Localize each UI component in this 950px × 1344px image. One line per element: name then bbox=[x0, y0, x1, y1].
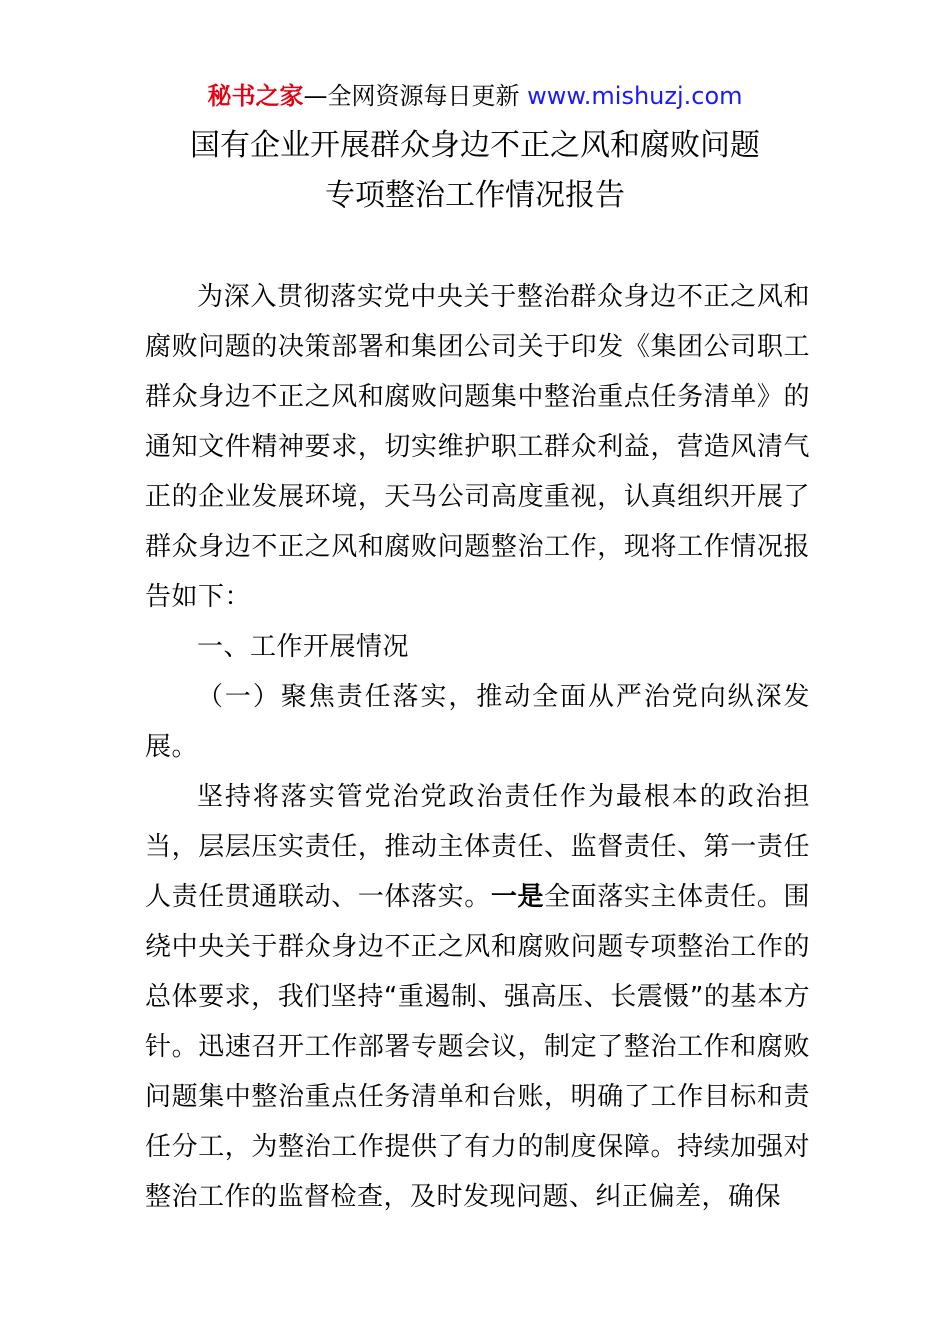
section-heading-1: 一、工作开展情况 bbox=[197, 632, 410, 662]
header-tagline: —全网资源每日更新 bbox=[303, 82, 528, 110]
emphasis-text: 一是 bbox=[490, 882, 545, 912]
header-url-link[interactable]: www.mishuzj.com bbox=[527, 82, 743, 110]
paragraph-text: 坚持将落实管党治党政治责任作为最根本的政治担当，层层压实责任，推动主体责任、监督责任、第一责任人责任贯通联动、一体落实。 bbox=[145, 782, 810, 912]
paragraph-text: 全面落实主体责任。围绕中央关于群众身边不正之风和腐败问题专项整治工作的总体要求，我们坚持“重遏制、强高压、长震慑”的基本方针。迅速召开工作部署专题会议，制定了整治工作和腐败问题集中整治重点任务清单和台账，明确了工作目标和责任分工，为整治工作提供了有力的制度保障。持续加强对整治工作的监督检查，及时发现问题、纠正偏差，确保 bbox=[145, 882, 810, 1212]
subsection-heading-1: （一）聚焦责任落实，推动全面从严治党向纵深发展。 bbox=[145, 682, 810, 762]
intro-paragraph: 为深入贯彻落实党中央关于整治群众身边不正之风和腐败问题的决策部署和集团公司关于印发《集团公司职工群众身边不正之风和腐败问题集中整治重点任务清单》的通知文件精神要求，切实维护职工群众利益，营造风清气正的企业发展环境，天马公司高度重视，认真组织开展了群众身边不正之风和腐败问题整治工作，现将工作情况报告如下： bbox=[145, 282, 810, 612]
brand-name: 秘书之家 bbox=[207, 82, 304, 110]
body-paragraph-2 bbox=[145, 772, 810, 1222]
page-header bbox=[0, 80, 950, 112]
document-title-line-2: 专项整治工作情况报告 bbox=[325, 178, 625, 213]
document-title-line-1: 国有企业开展群众身边不正之风和腐败问题 bbox=[190, 128, 760, 163]
